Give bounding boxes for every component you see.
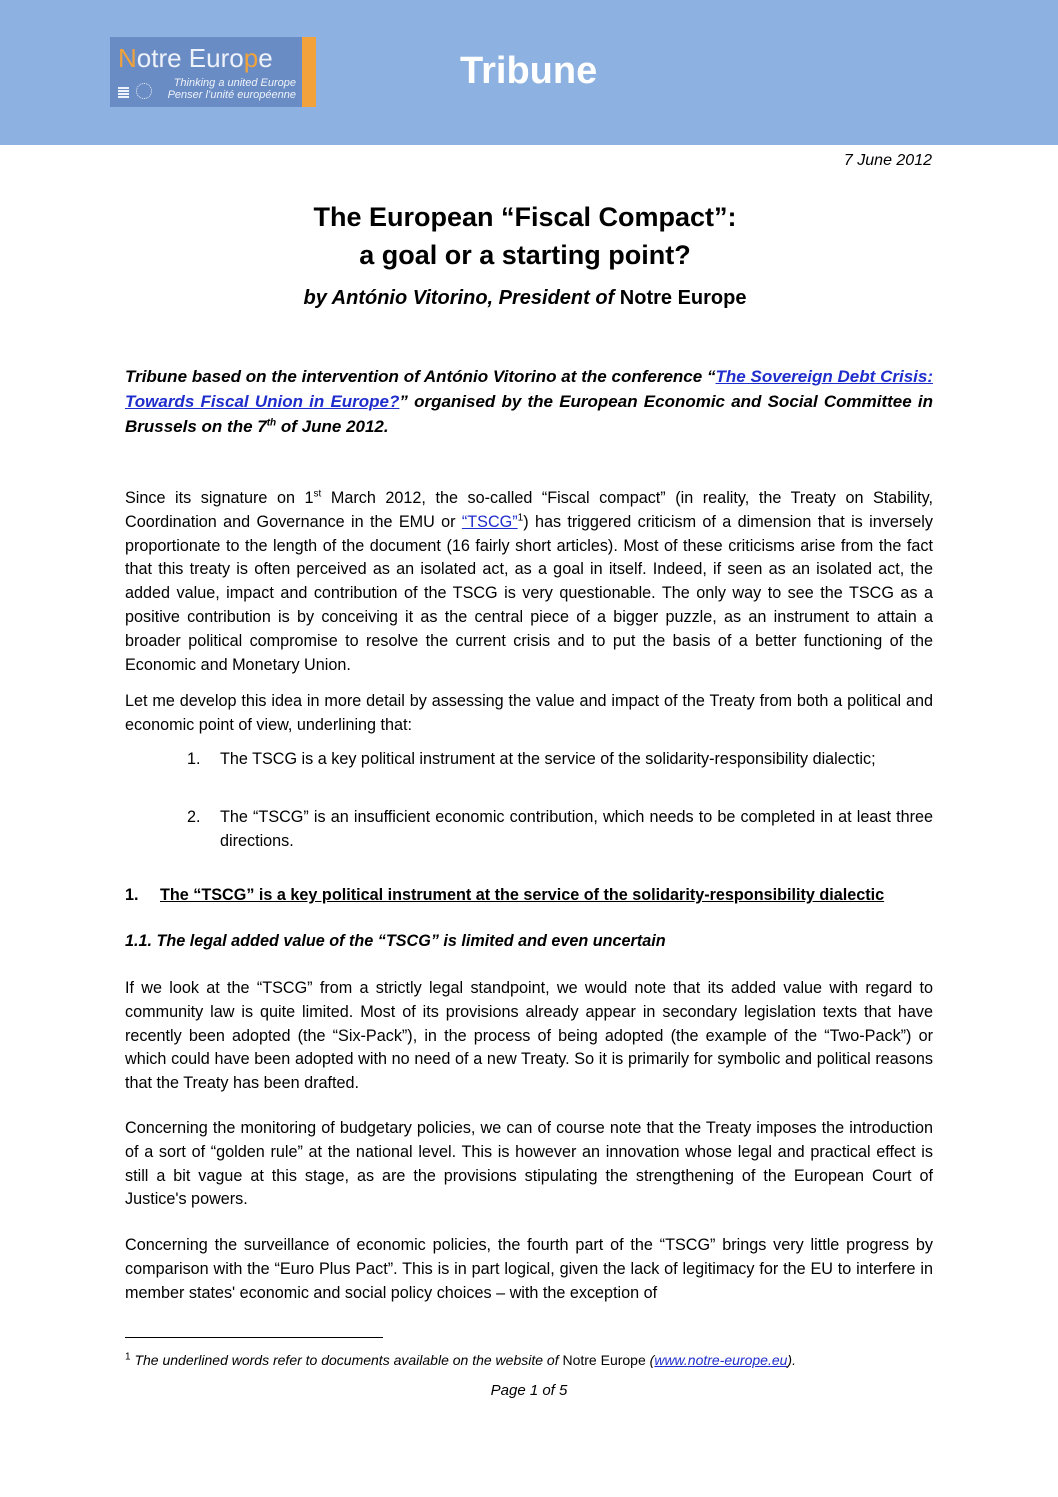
list-text: The “TSCG” is an insufficient economic contribution, which needs to be completed in at least three directions.	[220, 808, 933, 850]
logo-accent-bar	[302, 37, 316, 107]
footnote-number: 1	[125, 1351, 131, 1363]
eu-stars-icon	[136, 83, 152, 99]
footnote-divider	[125, 1337, 383, 1338]
list-item	[187, 806, 933, 854]
logo-text: otre Euro	[136, 43, 244, 73]
byline-author: by António Vitorino, President of	[303, 287, 615, 309]
footnote-text: The underlined words refer to documents available on the website of	[130, 1352, 563, 1368]
superscript: th	[266, 417, 277, 429]
header-band	[0, 0, 1058, 145]
p1-text-c: ) has triggered criticism of a dimension that is inversely proportionate to the length of the document (16 fairly short articles). Most of these criticisms arise from the fact that this treaty is often perceived as an isolated act, as a goal in itself. Indeed, if seen as an isolated act, the added value, impact and contribution of the TSCG is very questionable. The only way to see the TSCG as a positive contribution is by conceiving it as the central piece of a bigger puzzle, as an instrument to attain a broader political compromise to resolve the current crisis and to put the basis of a better functioning of the Economic and Monetary Union.	[125, 512, 933, 674]
notre-europe-logo[interactable]	[110, 37, 302, 107]
footnote-ref[interactable]: 1	[517, 512, 524, 524]
logo-wordmark	[118, 43, 273, 74]
intro-text-end: of June 2012.	[276, 417, 389, 436]
byline	[110, 287, 940, 310]
intro-paragraph	[125, 364, 933, 439]
list-text: The TSCG is a key political instrument at the service of the solidarity-responsibility dialectic;	[220, 750, 876, 768]
logo-tagline	[168, 77, 296, 101]
paragraph-4: Concerning the monitoring of budgetary policies, we can of course note that the Treaty imposes the introduction of a sort of “golden rule” at the national level. This is however an innovation whose legal and practical effect is still a bit vague at this stage, as are the provisions stipulating the strengthening of the European Court of Justice's powers.	[125, 1119, 933, 1209]
tagline-en: Thinking a united Europe	[173, 77, 296, 89]
tscg-link[interactable]: “TSCG”	[461, 512, 518, 531]
paren-close: ).	[787, 1352, 796, 1368]
paragraph-5: Concerning the surveillance of economic policies, the fourth part of the “TSCG” brings very little progress by comparison with the “Euro Plus Pact”. This is in part logical, given the lack of legitimacy for the EU to interfere in member states' economic and social policy choices – with the exception of	[125, 1236, 933, 1302]
paragraph-1	[125, 487, 933, 677]
intro-text: Tribune based on the intervention of António Vitorino at the conference “	[125, 367, 716, 386]
page-title	[110, 198, 940, 274]
heading-text: The “TSCG” is a key political instrument at the service of the solidarity-responsibility dialectic	[160, 886, 885, 904]
list-item	[187, 748, 933, 772]
subsection-heading-1-1: 1.1. The legal added value of the “TSCG” is limited and even uncertain	[125, 932, 666, 950]
logo-text-end: e	[258, 43, 273, 73]
document-icon	[118, 87, 129, 99]
logo-accent-letter: p	[243, 43, 259, 73]
list-number: 1.	[187, 750, 201, 768]
byline-org: Notre Europe	[619, 287, 747, 309]
paren-open: (	[645, 1352, 655, 1368]
superscript: st	[313, 488, 322, 500]
logo-initial: N	[118, 43, 137, 73]
list-number: 2.	[187, 808, 201, 826]
tagline-fr: Penser l’unité européenne	[167, 89, 296, 101]
paragraph-2: Let me develop this idea in more detail by assessing the value and impact of the Treaty from both a political and economic point of view, underlining that:	[125, 692, 933, 734]
page-number: Page 1 of 5	[490, 1382, 568, 1399]
title-line-2: a goal or a starting point?	[359, 240, 691, 270]
p1-text-b: March 2012, the so-called “Fiscal compact” (in reality, the Treaty on Stability, Coordination and Governance in the EMU or	[125, 489, 933, 531]
paragraph-3: If we look at the “TSCG” from a strictly legal standpoint, we would note that its added value with regard to community law is quite limited. Most of its provisions already appear in secondary legislation texts that have recently been adopted (the “Six-Pack”), in the process of being adopted (the example of the “Two-Pack”) or which could have been adopted with no need of a new Treaty. So it is primarily for symbolic and political reasons that the Treaty has been drafted.	[125, 979, 933, 1093]
p1-text-a: Since its signature on 1	[125, 489, 314, 507]
website-link[interactable]: www.notre-europe.eu	[654, 1352, 788, 1368]
footnote-org: Notre Europe	[562, 1352, 646, 1368]
conference-link[interactable]: The Sovereign Debt Crisis: Towards Fiscal Union in Europe?	[125, 367, 933, 411]
footnote	[125, 1352, 796, 1368]
section-label: Tribune	[460, 50, 598, 92]
title-line-1: The European “Fiscal Compact”:	[313, 202, 737, 232]
heading-number: 1.	[125, 886, 139, 904]
intro-text-2: ” organised by the European Economic and Social Committee in Brussels on the 7	[125, 392, 933, 436]
publication-date: 7 June 2012	[843, 152, 932, 169]
section-heading-1	[125, 886, 884, 905]
